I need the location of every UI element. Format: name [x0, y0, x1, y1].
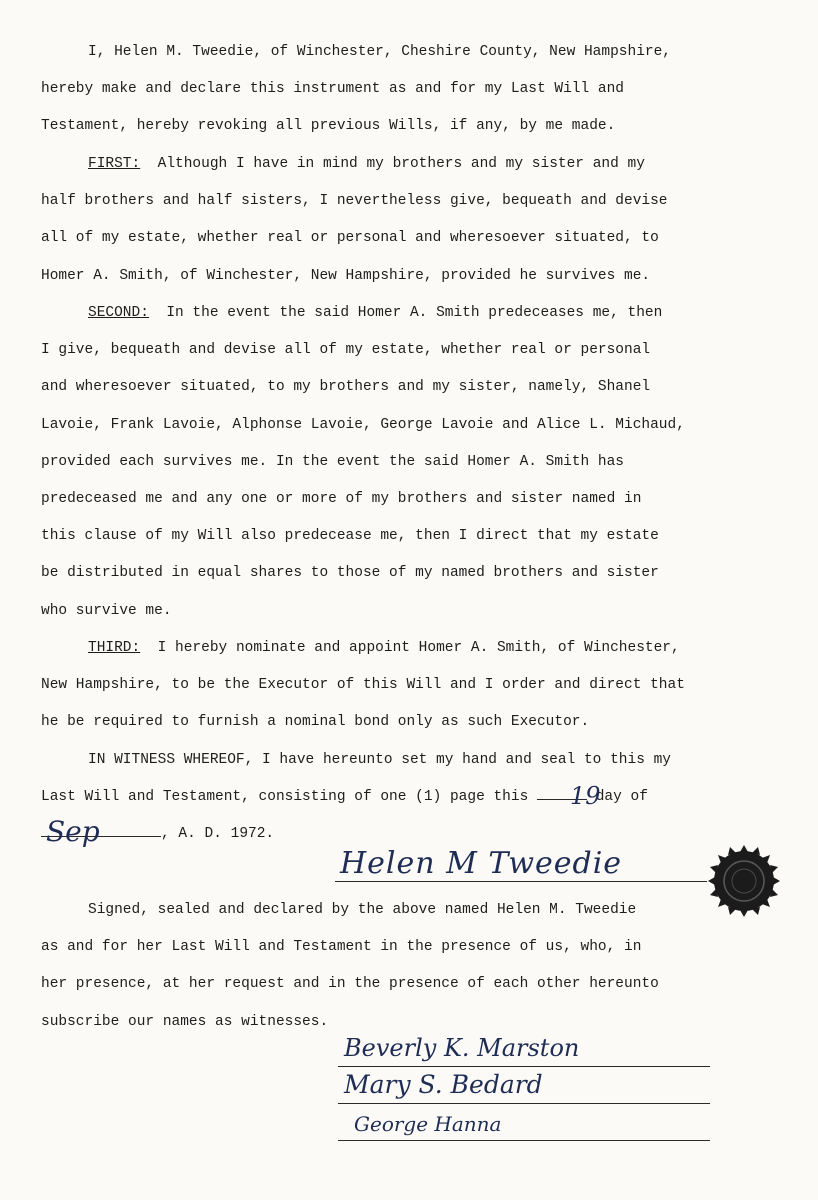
clause-line: provided each survives me. In the event the said Homer A. Smith has — [41, 453, 624, 470]
clause-line: be distributed in equal shares to those of my named brothers and sister — [41, 565, 659, 582]
witness-signature-3: George Hanna — [354, 1112, 502, 1136]
witness-signature-line — [338, 1140, 710, 1141]
third-heading: THIRD: — [88, 640, 141, 656]
attestation-line: her presence, at her request and in the presence of each other hereunto — [41, 976, 659, 993]
second-clause — [41, 295, 771, 630]
clause-line: this clause of my Will also predecease me, then I direct that my estate — [41, 528, 659, 545]
testator-signature-line — [335, 881, 707, 882]
clause-line: I hereby nominate and appoint Homer A. Smith, of Winchester, — [157, 640, 680, 656]
witness-signature-1: Beverly K. Marston — [344, 1034, 580, 1062]
clause-line: predeceased me and any one or more of my brothers and sister named in — [41, 491, 642, 508]
first-heading: FIRST: — [88, 156, 141, 172]
testator-signature: Helen M Tweedie — [340, 846, 623, 881]
clause-line: half brothers and half sisters, I nevertheless give, bequeath and devise — [41, 193, 668, 210]
intro-line: Testament, hereby revoking all previous Wills, if any, by me made. — [41, 118, 616, 135]
clause-line: he be required to furnish a nominal bond only as such Executor. — [41, 714, 590, 731]
attestation-line: Signed, sealed and declared by the above named Helen M. Tweedie — [88, 902, 637, 918]
witness-line: day of — [595, 789, 648, 806]
witness-signature-2: Mary S. Bedard — [344, 1070, 543, 1099]
clause-line: who survive me. — [41, 602, 172, 619]
clause-line: I give, bequeath and devise all of my estate, whether real or personal — [41, 342, 651, 359]
clause-line: Homer A. Smith, of Winchester, New Hampshire, provided he survives me. — [41, 267, 651, 284]
clause-line: Lavoie, Frank Lavoie, Alphonse Lavoie, George Lavoie and Alice L. Michaud, — [41, 416, 685, 433]
clause-line: and wheresoever situated, to my brothers and my sister, namely, Shanel — [41, 379, 651, 396]
second-heading: SECOND: — [88, 305, 149, 321]
attestation-clause — [41, 892, 771, 1041]
witness-line: IN WITNESS WHEREOF, I have hereunto set my hand and seal to this my — [88, 752, 671, 768]
intro-paragraph — [41, 34, 771, 146]
clause-line: In the event the said Homer A. Smith predeceases me, then — [166, 305, 663, 321]
clause-line: all of my estate, whether real or personal and wheresoever situated, to — [41, 230, 659, 247]
witness-clause — [41, 742, 771, 854]
clause-line: Although I have in mind my brothers and my sister and my — [157, 156, 645, 172]
witness-line: Last Will and Testament, consisting of one (1) page this — [41, 789, 529, 806]
intro-line: I, Helen M. Tweedie, of Winchester, Cheshire County, New Hampshire, — [88, 44, 671, 60]
attestation-line: as and for her Last Will and Testament in the presence of us, who, in — [41, 939, 642, 956]
clause-line: New Hampshire, to be the Executor of this Will and I order and direct that — [41, 677, 685, 694]
attestation-line: subscribe our names as witnesses. — [41, 1013, 329, 1030]
witness-line: , A. D. 1972. — [161, 826, 275, 843]
handwritten-month: Sep — [46, 815, 100, 848]
intro-line: hereby make and declare this instrument as and for my Last Will and — [41, 81, 624, 98]
handwritten-day: 19 — [570, 782, 601, 810]
witness-signature-line — [338, 1103, 710, 1104]
first-clause — [41, 146, 771, 295]
third-clause — [41, 630, 771, 742]
witness-signature-line — [338, 1066, 710, 1067]
